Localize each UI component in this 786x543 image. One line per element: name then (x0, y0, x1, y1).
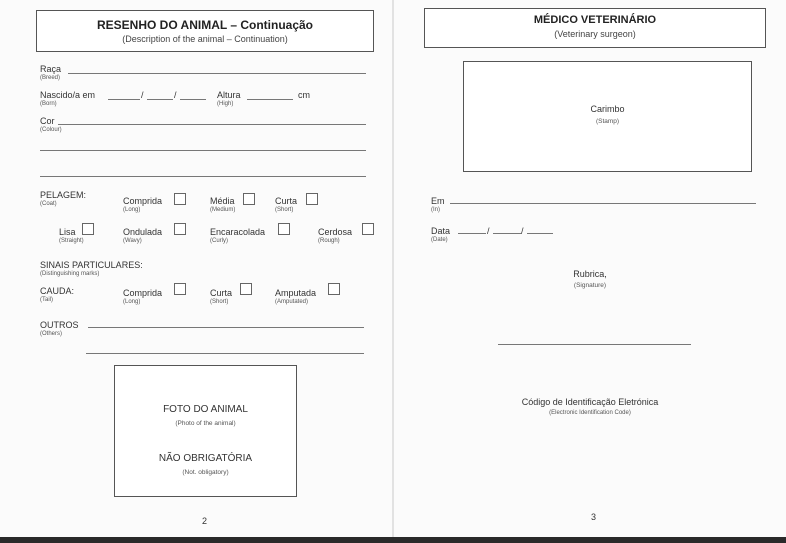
others-sublabel: (Others) (40, 331, 63, 337)
others-field-line[interactable] (86, 353, 364, 354)
date-month-field[interactable] (493, 233, 521, 234)
tail-label: CAUDA: (40, 286, 75, 296)
section-header-box (424, 8, 766, 48)
signature-sublabel: (Signature) (573, 282, 607, 289)
date-sublabel: (Date) (431, 237, 448, 243)
stamp-label: Carimbo (590, 104, 625, 114)
coat-option-short-label: Curta (275, 196, 298, 206)
stamp-box (463, 61, 752, 172)
born-year-field[interactable] (180, 99, 206, 100)
electronic-id-sublabel: (Electronic Identification Code) (549, 410, 631, 416)
coat-option-medium-label: Média (210, 196, 235, 206)
tail-option-short-sublabel: (Short) (210, 299, 229, 305)
signature-label: Rubrica, (573, 269, 607, 279)
tail-short-checkbox[interactable] (240, 283, 252, 295)
signature-field[interactable] (498, 344, 691, 345)
distinguishing-marks-sublabel: (Distinguishing marks) (40, 271, 100, 277)
tail-option-short-label: Curta (210, 288, 233, 298)
date-day-field[interactable] (458, 233, 486, 234)
coat-wavy-checkbox[interactable] (174, 223, 186, 235)
others-label: OUTROS (40, 320, 79, 330)
coat-option-wavy-sublabel: (Wavy) (123, 238, 142, 244)
born-sublabel: (Born) (40, 101, 57, 107)
section-title: MÉDICO VETERINÁRIO (533, 14, 657, 26)
photo-note: NÃO OBRIGATÓRIA (158, 453, 253, 464)
coat-option-rough-sublabel: (Rough) (318, 238, 340, 244)
coat-short-checkbox[interactable] (306, 193, 318, 205)
date-year-field[interactable] (527, 233, 553, 234)
coat-straight-checkbox[interactable] (82, 223, 94, 235)
coat-sublabel: (Coat) (40, 201, 57, 207)
coat-option-straight-label: Lisa (59, 227, 76, 237)
born-month-field[interactable] (147, 99, 173, 100)
tail-sublabel: (Tail) (40, 297, 53, 303)
page-number: 2 (202, 516, 208, 526)
born-separator: / (174, 90, 177, 100)
coat-option-straight-sublabel: (Straight) (59, 238, 84, 244)
electronic-id-label: Código de Identificação Eletrónica (521, 397, 659, 407)
tail-long-checkbox[interactable] (174, 283, 186, 295)
photo-note-sublabel: (Not. obligatory) (182, 469, 229, 476)
scan-edge (0, 537, 786, 543)
coat-option-wavy-label: Ondulada (123, 227, 163, 237)
section-title: RESENHO DO ANIMAL – Continuação (96, 18, 314, 32)
coat-option-long-sublabel: (Long) (123, 207, 141, 213)
photo-title: FOTO DO ANIMAL (163, 404, 248, 415)
section-subtitle: (Veterinary surgeon) (554, 29, 636, 39)
coat-option-curly-label: Encaracolada (210, 227, 266, 237)
place-label: Em (431, 196, 445, 206)
coat-rough-checkbox[interactable] (362, 223, 374, 235)
tail-option-long-sublabel: (Long) (123, 299, 141, 305)
height-unit: cm (298, 90, 310, 100)
place-field[interactable] (450, 203, 756, 204)
colour-field-line[interactable] (40, 150, 366, 151)
born-label: Nascido/a em (40, 90, 96, 100)
tail-amputated-checkbox[interactable] (328, 283, 340, 295)
breed-label: Raça (40, 64, 62, 74)
photo-sublabel: (Photo of the animal) (175, 420, 236, 427)
date-separator: / (487, 226, 490, 236)
colour-field-line[interactable] (40, 176, 366, 177)
coat-option-long-label: Comprida (123, 196, 163, 206)
section-header-box (36, 10, 374, 52)
coat-long-checkbox[interactable] (174, 193, 186, 205)
date-separator: / (521, 226, 524, 236)
breed-field[interactable] (68, 73, 366, 74)
photo-box (114, 365, 297, 497)
tail-option-amputated-sublabel: (Amputated) (275, 299, 309, 305)
others-field[interactable] (88, 327, 364, 328)
coat-label: PELAGEM: (40, 190, 87, 200)
born-day-field[interactable] (108, 99, 140, 100)
coat-option-rough-label: Cerdosa (318, 227, 353, 237)
tail-option-long-label: Comprida (123, 288, 163, 298)
date-label: Data (431, 226, 451, 236)
section-subtitle: (Description of the animal – Continuation) (122, 34, 288, 44)
height-sublabel: (High) (217, 101, 234, 107)
tail-option-amputated-label: Amputada (275, 288, 317, 298)
coat-medium-checkbox[interactable] (243, 193, 255, 205)
born-separator: / (141, 90, 144, 100)
coat-option-short-sublabel: (Short) (275, 207, 294, 213)
colour-sublabel: (Colour) (40, 127, 62, 133)
height-label: Altura (217, 90, 241, 100)
distinguishing-marks-label: SINAIS PARTICULARES: (40, 260, 143, 270)
height-field[interactable] (247, 99, 293, 100)
coat-option-medium-sublabel: (Medium) (210, 207, 236, 213)
right-page (394, 0, 786, 543)
colour-label: Cor (40, 116, 55, 126)
breed-sublabel: (Breed) (40, 75, 61, 81)
coat-curly-checkbox[interactable] (278, 223, 290, 235)
page-number: 3 (591, 512, 597, 522)
stamp-sublabel: (Stamp) (595, 118, 620, 125)
coat-option-curly-sublabel: (Curly) (210, 238, 228, 244)
colour-field[interactable] (58, 124, 366, 125)
place-sublabel: (In) (431, 207, 440, 213)
left-page (0, 0, 392, 543)
